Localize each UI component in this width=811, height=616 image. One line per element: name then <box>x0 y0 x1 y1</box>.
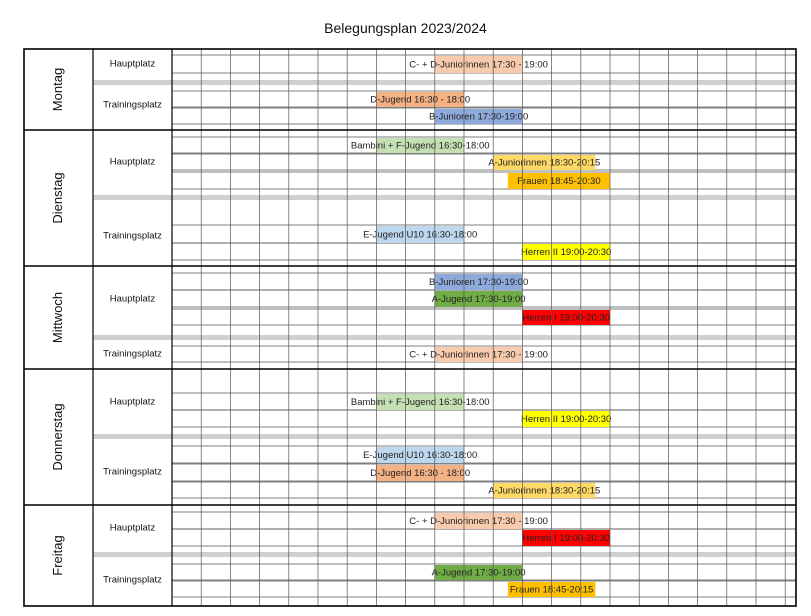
place-separator <box>93 434 796 439</box>
event-label: C- + D-Juniorinnen 17:30 - 19:00 <box>409 516 548 528</box>
place-label: Trainingsplatz <box>103 230 162 242</box>
place-separator <box>93 335 796 340</box>
place-label: Hauptplatz <box>109 293 156 305</box>
event-label: D-Jugend 16:30 - 18:00 <box>370 468 471 480</box>
event-label: E-Jugend U10 16:30-18:00 <box>363 450 478 462</box>
event-bar[interactable] <box>370 92 470 107</box>
event-bar[interactable] <box>488 155 600 170</box>
event-bar[interactable] <box>363 447 477 463</box>
event-bar[interactable] <box>409 347 548 362</box>
day-label: Freitag <box>49 535 65 576</box>
event-bar[interactable] <box>488 483 600 498</box>
event-label: Frauen 18:45-20:15 <box>509 584 594 596</box>
day-label: Montag <box>49 67 65 112</box>
event-label: A-Juniorinnen 18:30-20:15 <box>488 157 601 169</box>
day-label: Dienstag <box>49 172 65 224</box>
event-label: Herren II 19:00-20:30 <box>521 414 612 426</box>
event-bar[interactable] <box>432 291 526 307</box>
place-label: Trainingsplatz <box>103 348 162 360</box>
place-separator <box>93 552 796 557</box>
event-label: Bambini + F-Jugend 16:30-18:00 <box>350 397 490 409</box>
event-label: Bambini + F-Jugend 16:30-18:00 <box>350 140 490 152</box>
place-label: Trainingsplatz <box>103 574 162 586</box>
event-label: A-Juniorinnen 18:30-20:15 <box>488 485 601 497</box>
event-bar[interactable] <box>409 56 548 73</box>
event-label: A-Jugend 17:30-19:00 <box>431 294 526 306</box>
event-label: C- + D-Juniorinnen 17:30 - 19:00 <box>409 349 548 361</box>
event-label: Herren I 19:00-20:30 <box>522 312 611 324</box>
place-label: Hauptplatz <box>109 58 156 70</box>
event-bar[interactable] <box>351 394 490 410</box>
event-bar[interactable] <box>522 310 610 325</box>
day-label: Donnerstag <box>49 403 65 471</box>
place-label: Trainingsplatz <box>103 99 162 111</box>
place-separator <box>93 80 796 85</box>
event-bar[interactable] <box>521 244 611 260</box>
event-label: Herren I 19:00-20:30 <box>522 533 611 545</box>
event-label: A-Jugend 17:30-19:00 <box>431 567 526 579</box>
event-bar[interactable] <box>370 465 470 481</box>
event-label: C- + D-Juniorinnen 17:30 - 19:00 <box>409 59 548 71</box>
event-label: B-Junioren 17:30-19:00 <box>428 111 529 123</box>
plan-title: Belegungsplan 2023/2024 <box>324 20 487 36</box>
place-separator <box>93 195 796 200</box>
event-bar[interactable] <box>363 226 477 243</box>
event-bar[interactable] <box>429 274 528 290</box>
event-bar[interactable] <box>508 173 610 189</box>
event-bar[interactable] <box>521 411 611 427</box>
place-label: Hauptplatz <box>109 396 156 408</box>
event-bar[interactable] <box>432 565 526 580</box>
event-bar[interactable] <box>522 530 610 546</box>
event-label: E-Jugend U10 16:30-18:00 <box>363 229 478 241</box>
event-label: Herren II 19:00-20:30 <box>521 247 612 259</box>
event-label: B-Junioren 17:30-19:00 <box>428 277 529 289</box>
place-label: Hauptplatz <box>109 156 156 168</box>
place-label: Trainingsplatz <box>103 466 162 478</box>
event-bar[interactable] <box>409 513 548 529</box>
event-bar[interactable] <box>429 109 528 124</box>
event-label: Frauen 18:45-20:30 <box>517 176 601 188</box>
place-label: Hauptplatz <box>109 522 156 534</box>
event-label: D-Jugend 16:30 - 18:00 <box>370 94 471 106</box>
event-bar[interactable] <box>351 138 490 153</box>
day-label: Mittwoch <box>49 291 65 344</box>
